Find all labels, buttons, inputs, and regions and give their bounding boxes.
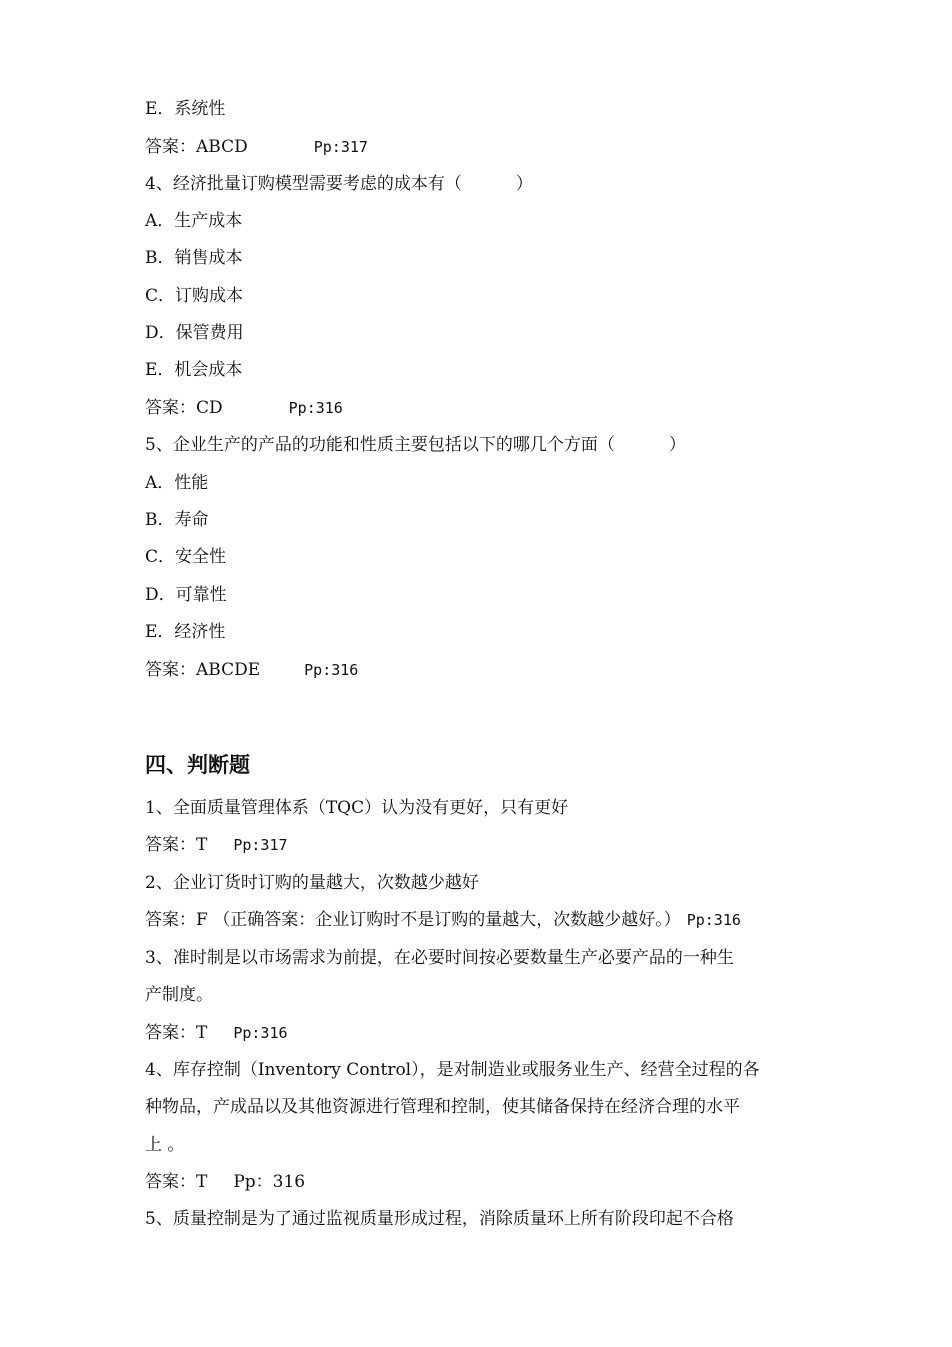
tf-q4-answer-line (145, 1171, 305, 1193)
tf-q1-answer-line (145, 834, 288, 856)
tf-q3-answer-line (145, 1022, 288, 1044)
q4-option-b: B．销售成本 (145, 248, 243, 268)
q4-option-e: E．机会成本 (145, 360, 243, 380)
q3-page-ref: Pp:317 (313, 138, 368, 156)
q5-option-c: C．安全性 (145, 547, 227, 567)
q5-answer: 答案：ABCDE (145, 660, 261, 680)
q4-option-a: A．生产成本 (145, 211, 243, 231)
tf-q2: 2、企业订货时订购的量越大，次数越少越好 (145, 873, 479, 893)
q5-option-b: B．寿命 (145, 510, 209, 530)
q4-answer: 答案：CD (145, 398, 223, 418)
tf-q4-answer: 答案：T (145, 1172, 208, 1192)
tf-q3-page-ref: Pp:316 (233, 1024, 288, 1042)
q5-answer-line (145, 659, 358, 681)
tf-q4-page-ref: Pp：316 (233, 1172, 306, 1192)
q5-question: 5、企业生产的产品的功能和性质主要包括以下的哪几个方面（ ） (145, 435, 686, 455)
q4-answer-line (145, 397, 343, 419)
q4-option-c: C．订购成本 (145, 286, 244, 306)
q4-page-ref: Pp:316 (288, 399, 343, 417)
q5-option-e: E．经济性 (145, 622, 226, 642)
q3-answer: 答案：ABCD (145, 137, 248, 157)
tf-q1: 1、全面质量管理体系（TQC）认为没有更好，只有更好 (145, 798, 569, 818)
tf-q3-answer: 答案：T (145, 1023, 208, 1043)
q5-option-d: D．可靠性 (145, 585, 227, 605)
q4-option-d: D．保管费用 (145, 323, 244, 343)
tf-q2-answer: 答案：F （正确答案：企业订购时不是订购的量越大，次数越少越好。） (145, 910, 681, 930)
tf-q5-line1: 5、质量控制是为了通过监视质量形成过程，消除质量环上所有阶段印起不合格 (145, 1209, 734, 1229)
tf-q4-line1: 4、库存控制（Inventory Control），是对制造业或服务业生产、经营全过程的各 (145, 1060, 760, 1080)
q3-answer-line (145, 136, 368, 158)
tf-q3-line2: 产制度。 (145, 985, 213, 1005)
tf-q1-answer: 答案：T (145, 835, 208, 855)
tf-q2-answer-line (145, 909, 741, 931)
tf-q3-line1: 3、准时制是以市场需求为前提，在必要时间按必要数量生产必要产品的一种生 (145, 948, 734, 968)
q3-option-e: E．系统性 (145, 99, 226, 119)
tf-q1-page-ref: Pp:317 (233, 836, 288, 854)
q5-option-a: A．性能 (145, 473, 209, 493)
tf-q4-line2: 种物品，产成品以及其他资源进行管理和控制，使其储备保持在经济合理的水平 (145, 1097, 740, 1117)
q4-question: 4、经济批量订购模型需要考虑的成本有（ ） (145, 174, 533, 194)
tf-q2-page-ref: Pp:316 (686, 911, 741, 929)
q5-page-ref: Pp:316 (304, 661, 359, 679)
tf-q4-line3: 上 。 (145, 1135, 185, 1155)
section-heading: 四、判断题 (145, 753, 250, 777)
